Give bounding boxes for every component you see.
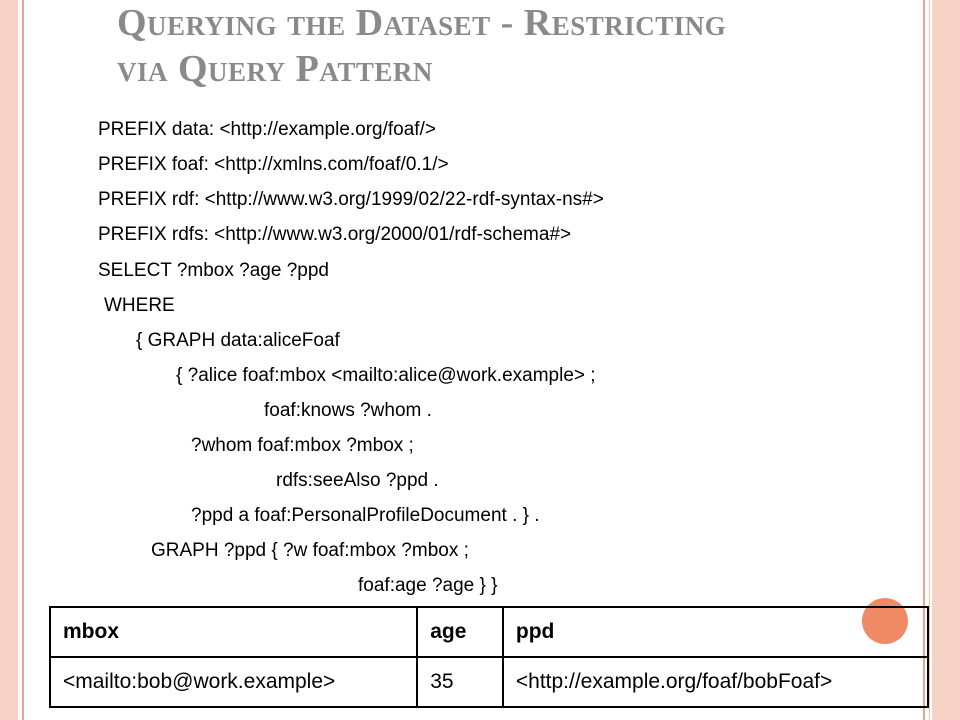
query-line: PREFIX foaf: <http://xmlns.com/foaf/0.1/> (98, 154, 449, 175)
left-border-band (0, 0, 18, 720)
query-line: WHERE (104, 295, 175, 316)
right-border-line-thin (929, 0, 930, 720)
result-table (49, 606, 929, 708)
query-line: GRAPH ?ppd { ?w foaf:mbox ?mbox ; (151, 540, 469, 561)
table-row (50, 657, 928, 707)
table-header-row (50, 607, 928, 657)
slide-title (117, 0, 877, 92)
query-line: foaf:age ?age } } (358, 575, 498, 596)
query-line: ?ppd a foaf:PersonalProfileDocument . } . (191, 505, 540, 526)
right-border-band (932, 0, 960, 720)
query-line: PREFIX rdf: <http://www.w3.org/1999/02/22-rdf-syntax-ns#> (98, 189, 604, 210)
table-cell-ppd: <http://example.org/foaf/bobFoaf> (503, 657, 928, 707)
table-cell-mbox: <mailto:bob@work.example> (50, 657, 417, 707)
column-header-age: age (417, 607, 503, 657)
query-line: PREFIX data: <http://example.org/foaf/> (98, 119, 436, 140)
query-line: { GRAPH data:aliceFoaf (136, 330, 340, 351)
query-line: rdfs:seeAlso ?ppd . (276, 470, 439, 491)
query-line: SELECT ?mbox ?age ?ppd (98, 260, 329, 281)
column-header-mbox: mbox (50, 607, 417, 657)
query-line: ?whom foaf:mbox ?mbox ; (191, 435, 414, 456)
table-cell-age: 35 (417, 657, 503, 707)
slide-title-line-1: Querying the Dataset - Restricting (117, 2, 727, 44)
slide-title-line-2: via Query Pattern (117, 48, 433, 90)
query-line: PREFIX rdfs: <http://www.w3.org/2000/01/rdf-schema#> (98, 224, 572, 245)
query-line: { ?alice foaf:mbox <mailto:alice@work.example> ; (176, 365, 596, 386)
column-header-ppd: ppd (503, 607, 928, 657)
query-line: foaf:knows ?whom . (264, 400, 432, 421)
left-border-line (22, 0, 24, 720)
